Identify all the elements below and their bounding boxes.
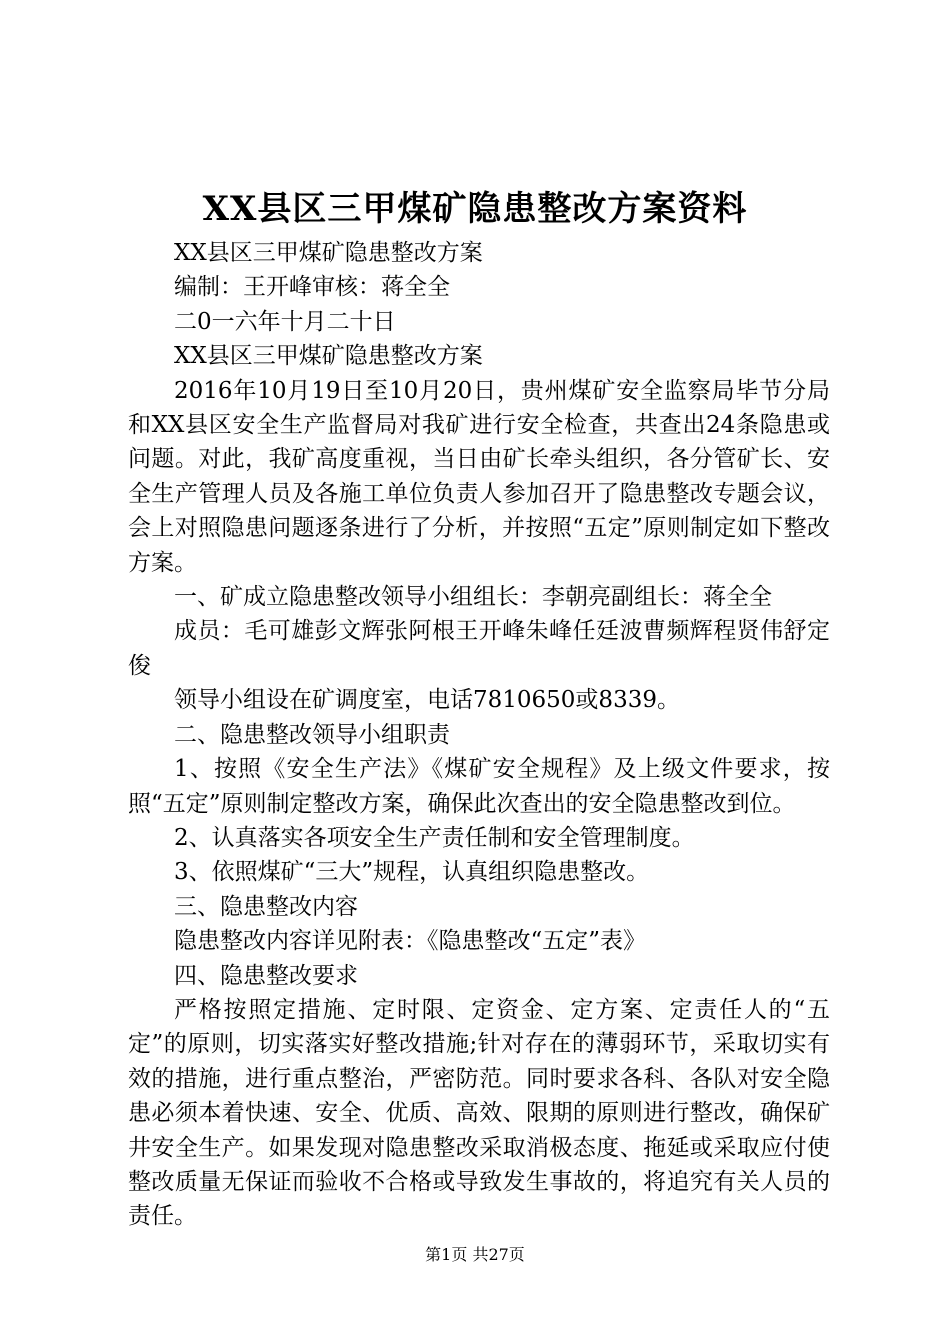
paragraph-office-phone: 领导小组设在矿调度室，电话7810650或8339。 <box>174 687 680 714</box>
paragraph-heading: XX县区三甲煤矿隐患整改方案 <box>174 343 483 370</box>
section-1-leadership: 一、矿成立隐患整改领导小组组长：李朝亮副组长：蒋全全 <box>174 584 772 611</box>
paragraph-members: 成员：毛可雄彭文辉张阿根王开峰朱峰任廷波曹频辉程贤伟舒定俊 <box>128 618 830 679</box>
section-2-heading: 二、隐患整改领导小组职责 <box>174 721 450 748</box>
section-3-heading: 三、隐患整改内容 <box>174 893 358 920</box>
duty-item-1: 1、按照《安全生产法》《煤矿安全规程》及上级文件要求，按照“五定”原则制定整改方案，确保此次查出的安全隐患整改到位。 <box>128 756 830 817</box>
paragraph-content-ref: 隐患整改内容详见附表：《隐患整改“五定”表》 <box>174 928 647 955</box>
document-title: XX县区三甲煤矿隐患整改方案资料 <box>202 189 748 229</box>
paragraph-intro: 2016年10月19日至10月20日，贵州煤矿安全监察局毕节分局和XX县区安全生产监督局对我矿进行安全检查，共查出24条隐患或问题。对此，我矿高度重视，当日由矿长牵头组织，各分管矿长、安全生产管理人员及各施工单位负责人参加召开了隐患整改专题会议，会上对照隐患问题逐条进行了分析，并按照“五定”原则制定如下整改方案。 <box>128 377 830 576</box>
paragraph-date: 二0一六年十月二十日 <box>174 308 396 335</box>
paragraph-subtitle: XX县区三甲煤矿隐患整改方案 <box>174 240 483 266</box>
duty-item-3: 3、依照煤矿“三大”规程，认真组织隐患整改。 <box>174 859 650 886</box>
paragraph-requirements: 严格按照定措施、定时限、定资金、定方案、定责任人的“五定”的原则，切实落实好整改措施;针对存在的薄弱环节，采取切实有效的措施，进行重点整治，严密防范。同时要求各科、各队对安全隐患必须本着快速、安全、优质、高效、限期的原则进行整改，确保矿井安全生产。如果发现对隐患整改采取消极态度、拖延或采取应付使整改质量无保证而验收不合格或导致发生事故的，将追究有关人员的责任。 <box>128 996 830 1230</box>
section-4-heading: 四、隐患整改要求 <box>174 962 358 989</box>
document-body <box>128 236 830 1234</box>
duty-item-2: 2、认真落实各项安全生产责任制和安全管理制度。 <box>174 824 695 851</box>
page-footer: 第1页 共27页 <box>425 1245 525 1264</box>
paragraph-authors: 编制：王开峰审核：蒋全全 <box>174 274 450 301</box>
